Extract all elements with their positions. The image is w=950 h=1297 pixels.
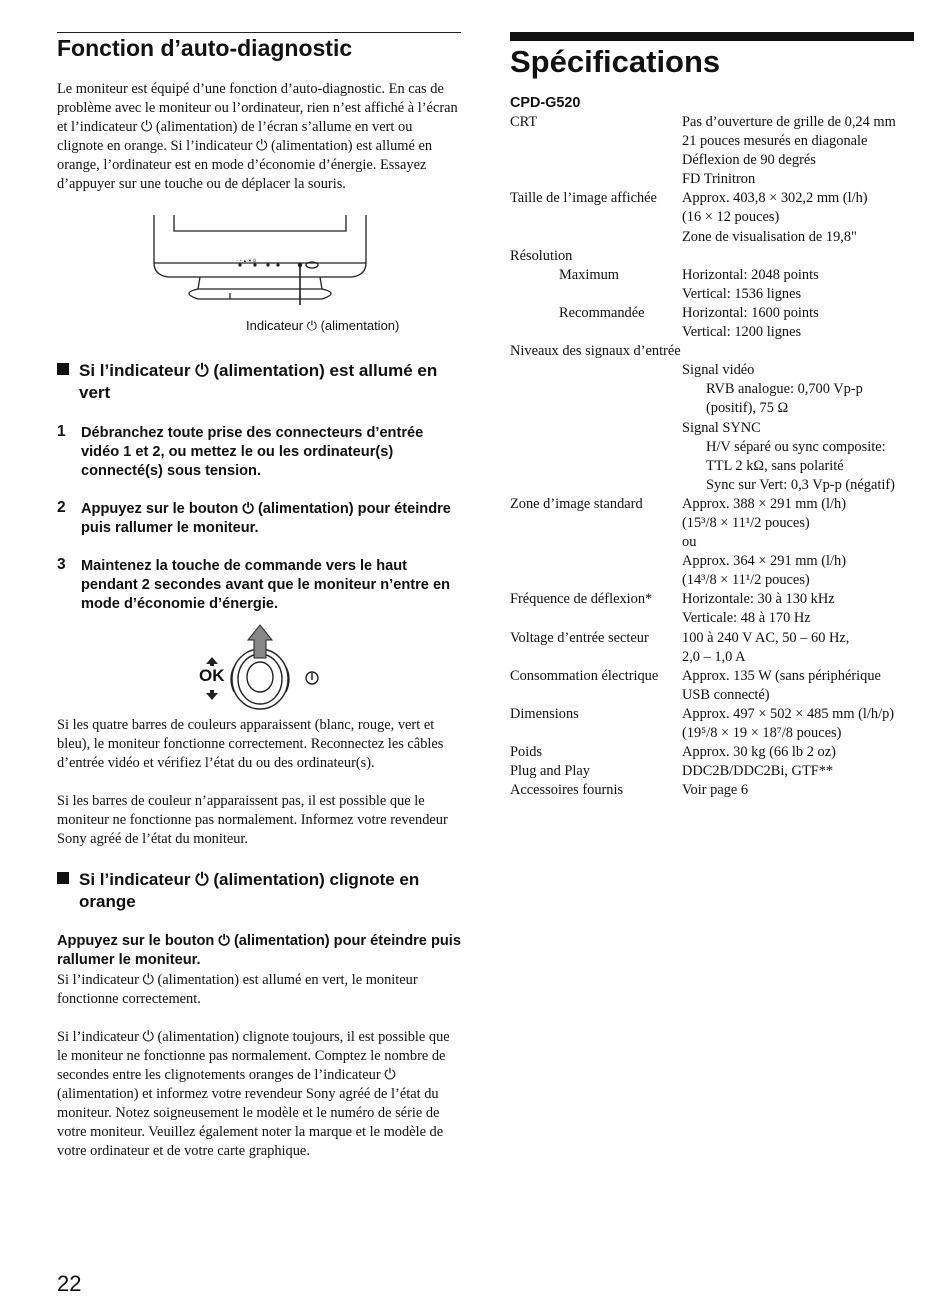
model-name: CPD-G520 xyxy=(510,95,581,111)
spec-label: Plug and Play xyxy=(510,763,590,780)
spec-row-frequency xyxy=(510,590,930,628)
spec-value: 2,0 – 1,0 A xyxy=(682,648,746,665)
spec-value: Approx. 135 W (sans périphérique xyxy=(682,667,881,684)
paragraph-green-ok: Si l’indicateur ⏻ (alimentation) est allumé en vert, le moniteur fonctionne correctement. xyxy=(57,972,418,1007)
spec-value: RVB analogue: 0,700 Vp-p xyxy=(706,381,863,398)
spec-value: 21 pouces mesurés en diagonale xyxy=(682,133,868,150)
spec-value: Approx. 388 × 291 mm (l/h) xyxy=(682,495,847,512)
step-number: 1 xyxy=(57,423,66,440)
spec-label: Niveaux des signaux d’entrée xyxy=(510,343,681,360)
spec-row-recommended xyxy=(510,304,930,342)
spec-value: Verticale: 48 à 170 Hz xyxy=(682,610,811,627)
spec-row-plug-and-play xyxy=(510,762,930,781)
step-3 xyxy=(57,557,457,614)
spec-row-signals xyxy=(510,342,930,361)
spec-label: Poids xyxy=(510,744,542,761)
section-heading-green-text: Si l’indicateur ⏻ (alimentation) est allumé en vert xyxy=(79,361,438,402)
spec-value: USB connecté) xyxy=(682,686,770,703)
section-title: Fonction d’auto-diagnostic xyxy=(57,35,353,61)
spec-row-video-signal xyxy=(510,361,930,495)
bullet-square-icon xyxy=(57,872,69,884)
spec-value: Sync sur Vert: 0,3 Vp-p (négatif) xyxy=(706,476,895,493)
paragraph-still-blinking: Si l’indicateur ⏻ (alimentation) clignote toujours, il est possible que le moniteur ne fonctionne pas normalement. Comptez le nombre de secondes entre les clignotements oranges de l’indicateur ⏻ (alimentation) et informez votre revendeur Sony agréé de l’état du moniteur. Notez soigneusement le modèle et le numéro de série de votre moniteur. Veuillez également noter la marque et le modèle de votre ordinateur et de votre carte graphique. xyxy=(57,1029,450,1159)
step-number: 3 xyxy=(57,556,66,573)
spec-row-power xyxy=(510,667,930,705)
step-text: Débranchez toute prise des connecteurs d’entrée vidéo 1 et 2, ou mettez le ou les ordinateur(s) connecté(s) sous tension. xyxy=(81,425,424,479)
title-rule xyxy=(57,32,461,33)
title-bar xyxy=(510,32,914,41)
control-key-illustration xyxy=(200,622,330,712)
spec-value: Horizontal: 2048 points xyxy=(682,266,819,283)
spec-value: Horizontale: 30 à 130 kHz xyxy=(682,591,835,608)
spec-value: Horizontal: 1600 points xyxy=(682,304,819,321)
spec-label: Taille de l’image affichée xyxy=(510,190,657,207)
spec-row-accessories xyxy=(510,781,930,800)
spec-value: Approx. 497 × 502 × 485 mm (l/h/p) xyxy=(682,705,895,722)
section-heading-orange-text: Si l’indicateur ⏻ (alimentation) clignote en orange xyxy=(79,870,420,911)
spec-value: (14³/8 × 11¹/2 pouces) xyxy=(682,572,810,589)
spec-value: ou xyxy=(682,534,697,551)
spec-label: Maximum xyxy=(559,266,619,283)
section-heading-orange xyxy=(57,869,457,913)
spec-value: Approx. 403,8 × 302,2 mm (l/h) xyxy=(682,190,868,207)
spec-row-resolution xyxy=(510,247,930,266)
paragraph-no-color-bars: Si les barres de couleur n’apparaissent pas, il est possible que le moniteur ne fonctionne pas normalement. Informez votre revendeur Sony agréé de l’état du moniteur. xyxy=(57,793,448,847)
spec-row-image-size xyxy=(510,189,930,246)
bullet-square-icon xyxy=(57,363,69,375)
svg-text:− + ▲ ▼ ⏻: − + ▲ ▼ ⏻ xyxy=(236,258,257,263)
spec-row-voltage xyxy=(510,629,930,667)
spec-value: Approx. 30 kg (66 lb 2 oz) xyxy=(682,744,836,761)
section-heading-green xyxy=(57,360,457,404)
spec-value: Vertical: 1536 lignes xyxy=(682,285,802,302)
spec-value: 100 à 240 V AC, 50 – 60 Hz, xyxy=(682,629,850,646)
spec-label: Recommandée xyxy=(559,304,645,321)
spec-label: CRT xyxy=(510,114,538,130)
spec-value: H/V séparé ou sync composite: xyxy=(706,438,886,455)
spec-value: Approx. 364 × 291 mm (l/h) xyxy=(682,553,847,570)
instruction-bold: Appuyez sur le bouton ⏻ (alimentation) pour éteindre puis rallumer le moniteur. xyxy=(57,933,461,968)
monitor-illustration xyxy=(140,213,380,305)
spec-label: Consommation électrique xyxy=(510,667,659,684)
spec-label: Accessoires fournis xyxy=(510,782,624,799)
spec-label: Fréquence de déflexion* xyxy=(510,591,653,608)
spec-row-dimensions xyxy=(510,705,930,743)
spec-value: DDC2B/DDC2Bi, GTF** xyxy=(682,763,834,780)
spec-value: Voir page 6 xyxy=(682,782,749,799)
spec-label: Dimensions xyxy=(510,705,579,722)
spec-sublabel: Signal vidéo xyxy=(682,362,755,379)
spec-value: (positif), 75 Ω xyxy=(706,400,789,417)
step-1 xyxy=(57,424,457,481)
step-2 xyxy=(57,500,457,538)
spec-label: Résolution xyxy=(510,247,573,264)
spec-value: (19⁵/8 × 19 × 18⁷/8 pouces) xyxy=(682,725,842,741)
spec-value: Pas d’ouverture de grille de 0,24 mm xyxy=(682,114,896,130)
spec-row-weight xyxy=(510,743,930,762)
spec-label: Voltage d’entrée secteur xyxy=(510,629,649,646)
step-text: Maintenez la touche de commande vers le haut pendant 2 secondes avant que le moniteur n’entre en mode d’économie d’énergie. xyxy=(81,558,450,612)
paragraph-color-bars: Si les quatre barres de couleurs apparaissent (blanc, rouge, vert et bleu), le moniteur fonctionne correctement. Reconnectez les câbles d’entrée vidéo et vérifiez l’état du ou des ordinateur(s). xyxy=(57,717,444,771)
spec-value: FD Trinitron xyxy=(682,171,756,188)
spec-label: Zone d’image standard xyxy=(510,495,643,512)
step-number: 2 xyxy=(57,499,66,516)
ok-label: OK xyxy=(199,666,225,685)
specs-table xyxy=(510,113,930,800)
spec-row-crt xyxy=(510,113,930,189)
spec-value: Vertical: 1200 lignes xyxy=(682,324,802,341)
page-number: 22 xyxy=(57,1271,82,1296)
specs-title: Spécifications xyxy=(510,44,721,79)
spec-value: Zone de visualisation de 19,8" xyxy=(682,228,857,245)
spec-value: Déflexion de 90 degrés xyxy=(682,152,816,169)
step-text: Appuyez sur le bouton ⏻ (alimentation) pour éteindre puis rallumer le moniteur. xyxy=(81,501,451,536)
intro-paragraph: Le moniteur est équipé d’une fonction d’auto-diagnostic. En cas de problème avec le moniteur ou l’ordinateur, rien n’est affiché à l’écran et l’indicateur ⏻ (alimentation) de l’écran s’allume en vert ou clignote en orange. Si l’indicateur ⏻ (alimentation) est allumé en orange, l’ordinateur est en mode d’économie d’énergie. Essayez d’appuyer sur une touche ou de déplacer la souris. xyxy=(57,81,458,192)
spec-value: TTL 2 kΩ, sans polarité xyxy=(706,457,844,474)
spec-value: (15³/8 × 11¹/2 pouces) xyxy=(682,514,810,531)
spec-value: (16 × 12 pouces) xyxy=(682,209,780,226)
spec-row-maximum xyxy=(510,266,930,304)
spec-sublabel: Signal SYNC xyxy=(682,419,761,436)
spec-row-standard-area xyxy=(510,495,930,590)
figure-caption: Indicateur ⏻ (alimentation) xyxy=(246,318,400,333)
